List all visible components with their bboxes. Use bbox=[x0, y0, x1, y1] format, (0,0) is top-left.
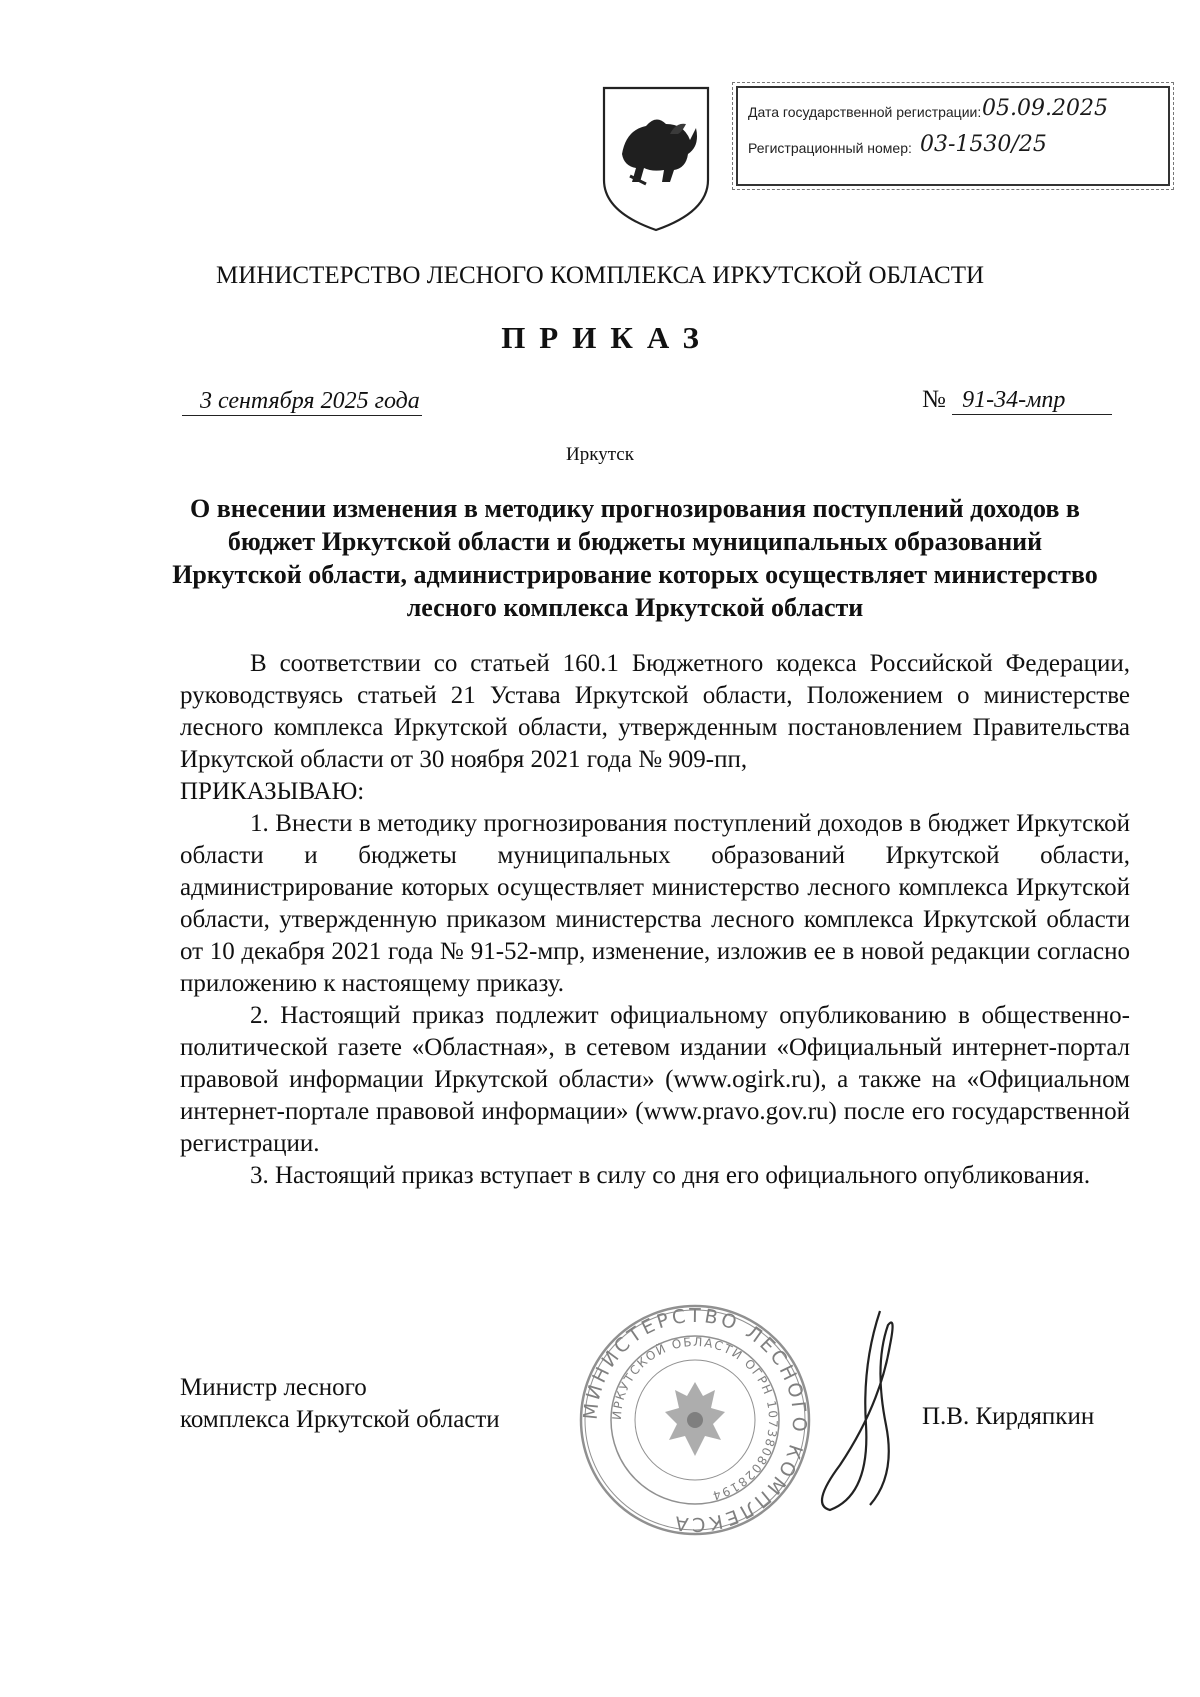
order-number bbox=[922, 386, 1112, 415]
registration-date-label: Дата государственной регистрации: bbox=[748, 104, 982, 120]
coat-of-arms-icon bbox=[600, 84, 712, 234]
order-word: ПРИКАЗЫВАЮ: bbox=[180, 778, 365, 805]
registration-number-row bbox=[748, 132, 1047, 157]
signatory-title-line-2: комплекса Иркутской области bbox=[180, 1406, 500, 1433]
order-subject: О внесении изменения в методику прогнозирования поступлений доходов в бюджет Иркутской области и бюджеты муниципальных образований Иркутской области, администрирование которых осуществляет министерство лесного комплекса Иркутской области bbox=[172, 494, 1098, 622]
seal-inner-text: ИРКУТСКОЙ ОБЛАСТИ ОГРН 1073808028194 bbox=[609, 1334, 781, 1504]
seal-outer-text: МИНИСТЕРСТВО ЛЕСНОГО КОМПЛЕКСА bbox=[579, 1304, 811, 1536]
item-1-paragraph: 1. Внести в методику прогнозирования поступлений доходов в бюджет Иркутской области и бюджеты муниципальных образований Иркутской области, администрирование которых осуществляет министерство лесного комплекса Иркутской области, утвержденную приказом министерства лесного комплекса Иркутской области от 10 декабря 2021 года № 91-52-мпр, изменение, изложив ее в новой редакции согласно приложению к настоящему приказу. bbox=[180, 810, 1130, 997]
signatory-title-line-1: Министр лесного bbox=[180, 1374, 367, 1401]
registration-number-label: Регистрационный номер: bbox=[748, 140, 912, 156]
ministry-name: МИНИСТЕРСТВО ЛЕСНОГО КОМПЛЕКСА ИРКУТСКОЙ ОБЛАСТИ bbox=[215, 262, 985, 289]
number-sign: № bbox=[922, 386, 946, 413]
signatory-name: П.В. Кирдяпкин bbox=[922, 1403, 1095, 1430]
registration-stamp bbox=[736, 86, 1170, 186]
item-3-paragraph: 3. Настоящий приказ вступает в силу со дня его официального опубликования. bbox=[250, 1162, 1091, 1189]
document-type: ПРИКАЗ bbox=[501, 320, 713, 355]
preamble-paragraph: В соответствии со статьей 160.1 Бюджетного кодекса Российской Федерации, руководствуясь статьей 21 Устава Иркутской области, Положением о министерстве лесного комплекса Иркутской области, утвержденным постановлением Правительства Иркутской области от 30 ноября 2021 года № 909-пп, bbox=[180, 650, 1130, 773]
signatory-title bbox=[180, 1372, 500, 1436]
city: Иркутск bbox=[566, 444, 634, 465]
registration-date-value: 05.09.2025 bbox=[982, 96, 1108, 121]
order-body bbox=[180, 648, 1130, 1192]
registration-date-row bbox=[748, 96, 1108, 121]
item-2-paragraph: 2. Настоящий приказ подлежит официальному опубликованию в общественно-политической газете «Областная», в сетевом издании «Официальный интернет-портал правовой информации Иркутской области» (www.ogirk.ru), а также на «Официальном интернет-портале правовой информации» (www.pravo.gov.ru) после его государственной регистрации. bbox=[180, 1002, 1130, 1157]
signature-icon bbox=[770, 1305, 940, 1515]
registration-number-value: 03-1530/25 bbox=[920, 132, 1047, 157]
order-date: 3 сентября 2025 года bbox=[182, 388, 422, 416]
order-number-value: 91-34-мпр bbox=[952, 387, 1112, 415]
